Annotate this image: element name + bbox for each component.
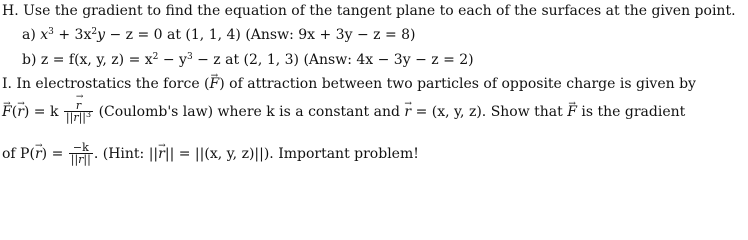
part-a-text-3: y — [97, 27, 105, 43]
part-a-text-2: + 3x — [58, 27, 92, 43]
hint-text-1: . (Hint: || — [93, 146, 159, 162]
r-vector: → r — [17, 97, 24, 127]
problem-h-part-b — [22, 51, 474, 69]
exp-2: 2 — [91, 27, 98, 37]
problem-h-part-a — [22, 26, 416, 44]
part-b-text-2: − y — [162, 52, 187, 68]
coulomb-fraction — [64, 100, 93, 124]
part-b-text-1: z = f(x, y, z) = x — [40, 52, 153, 68]
problem-i-lead-2: ) of attraction between two particles of opposite charge is given by — [219, 76, 696, 92]
problem-i-potential-line — [2, 138, 419, 170]
paren-open: ( — [11, 104, 18, 120]
equals-k: ) = k — [23, 104, 59, 120]
r-vector: → r — [35, 138, 42, 170]
part-b-text-3: − z at (2, 1, 3) (Answ: 4x − 3y − z = 2) — [197, 52, 474, 68]
exp-3: 3 — [86, 110, 92, 119]
part-b-label: b) — [22, 52, 37, 68]
force-vector: → F — [2, 97, 12, 127]
fraction-denominator: ||r|| — [65, 111, 87, 124]
gradient-text: is the gradient — [581, 104, 686, 120]
part-a-label: a) — [22, 27, 36, 43]
problem-h-heading — [2, 2, 736, 20]
exp-2: 2 — [152, 52, 159, 62]
part-a-text-1: x — [40, 27, 49, 43]
r-vector: → r — [158, 138, 165, 170]
problem-i-lead-1: I. In electrostatics the force ( — [2, 76, 210, 92]
coulomb-law-text: (Coulomb's law) where k is a constant and — [98, 104, 400, 120]
r-definition: = (x, y, z). Show that — [415, 104, 563, 120]
potential-fraction — [69, 142, 93, 166]
force-vector: → F — [567, 97, 577, 127]
part-a-text-4: − z = 0 at (1, 1, 4) (Answ: 9x + 3y − z = 8) — [109, 27, 416, 43]
exp-3: 3 — [48, 27, 54, 37]
exp-3: 3 — [186, 52, 193, 62]
fraction-numerator: −k — [72, 141, 89, 154]
potential-lead: of P( — [2, 146, 35, 162]
problem-h-lead: H. Use the gradient to find the equation of the tangent plane to each of the surfaces at the given point. — [2, 3, 736, 19]
r-vector: → r — [404, 97, 411, 127]
force-vector: → F — [210, 75, 220, 93]
hint-text-2: || = ||(x, y, z)||). Important problem! — [164, 146, 419, 162]
problem-i-heading — [2, 75, 696, 93]
fraction-numerator: → r — [76, 100, 81, 111]
problem-i-coulomb-line — [2, 97, 685, 127]
fraction-denominator: ||r|| — [70, 153, 91, 166]
potential-equals: ) = — [41, 146, 64, 162]
